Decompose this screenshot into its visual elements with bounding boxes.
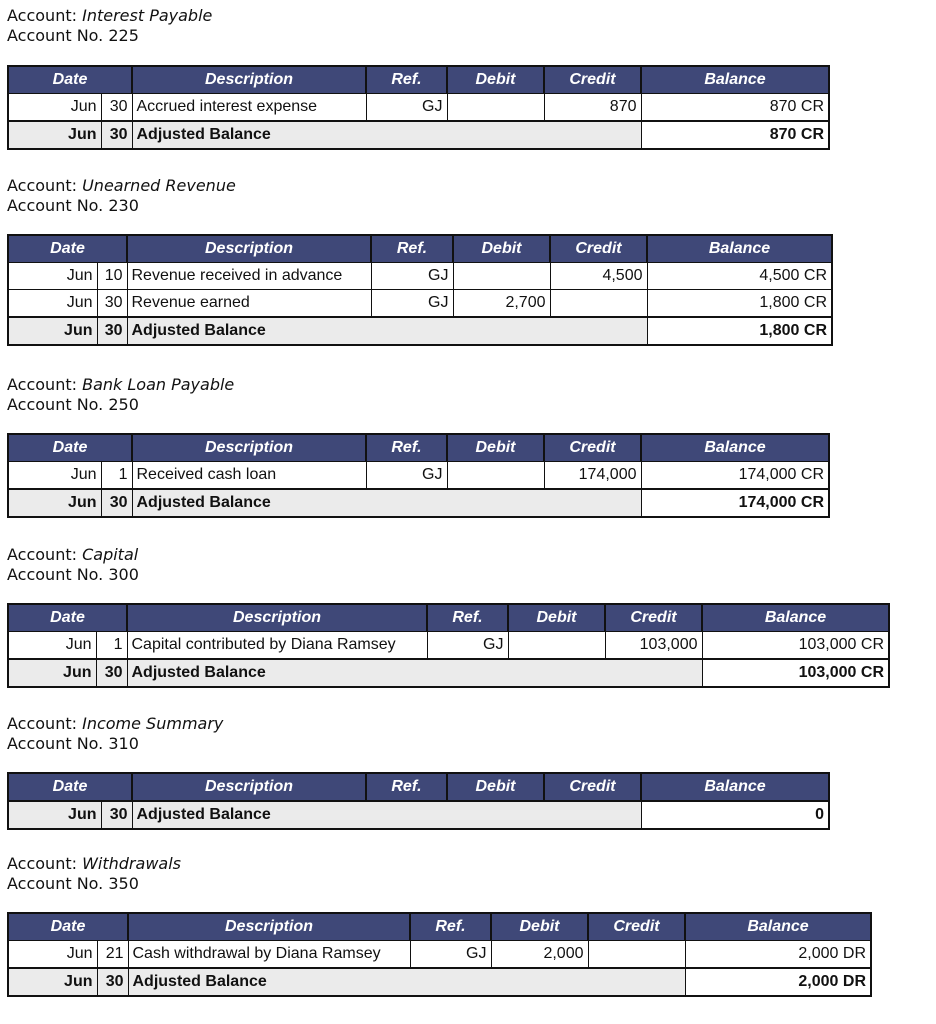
cell-month: Jun bbox=[8, 941, 97, 969]
total-balance: 870 CR bbox=[641, 121, 829, 149]
col-credit: Credit bbox=[544, 434, 641, 462]
total-row bbox=[8, 801, 829, 829]
cell-month: Jun bbox=[8, 462, 101, 490]
total-month: Jun bbox=[8, 121, 101, 149]
account-no-label: Account No. bbox=[7, 395, 104, 414]
cell-day: 1 bbox=[101, 462, 132, 490]
cell-debit bbox=[508, 632, 605, 660]
account-header bbox=[7, 714, 223, 754]
account-number: 225 bbox=[108, 26, 139, 45]
col-debit: Debit bbox=[447, 773, 544, 801]
header-row bbox=[8, 235, 832, 263]
table-row bbox=[8, 462, 829, 490]
total-month: Jun bbox=[8, 317, 97, 345]
cell-balance: 1,800 CR bbox=[647, 290, 832, 318]
total-row bbox=[8, 121, 829, 149]
cell-day: 30 bbox=[101, 94, 132, 122]
cell-credit: 103,000 bbox=[605, 632, 702, 660]
total-label: Adjusted Balance bbox=[132, 489, 641, 517]
total-row bbox=[8, 659, 889, 687]
cell-ref: GJ bbox=[371, 290, 453, 318]
header-row bbox=[8, 913, 871, 941]
account-label: Account: bbox=[7, 714, 77, 733]
total-label: Adjusted Balance bbox=[127, 659, 702, 687]
cell-credit: 4,500 bbox=[550, 263, 647, 290]
ledger-table bbox=[7, 433, 830, 518]
cell-debit bbox=[447, 462, 544, 490]
ledger-table bbox=[7, 603, 890, 688]
col-date: Date bbox=[8, 773, 132, 801]
account-label: Account: bbox=[7, 6, 77, 25]
account-name: Unearned Revenue bbox=[82, 176, 236, 195]
cell-credit: 870 bbox=[544, 94, 641, 122]
cell-month: Jun bbox=[8, 263, 97, 290]
cell-balance: 2,000 DR bbox=[685, 941, 871, 969]
account-name: Income Summary bbox=[82, 714, 224, 733]
account-header bbox=[7, 6, 212, 46]
account-number: 250 bbox=[108, 395, 139, 414]
cell-balance: 103,000 CR bbox=[702, 632, 889, 660]
col-debit: Debit bbox=[453, 235, 550, 263]
table-row bbox=[8, 632, 889, 660]
col-ref: Ref. bbox=[410, 913, 491, 941]
cell-day: 30 bbox=[97, 290, 127, 318]
col-date: Date bbox=[8, 434, 132, 462]
cell-description: Cash withdrawal by Diana Ramsey bbox=[128, 941, 410, 969]
total-month: Jun bbox=[8, 489, 101, 517]
cell-description: Received cash loan bbox=[132, 462, 366, 490]
col-credit: Credit bbox=[588, 913, 685, 941]
cell-balance: 4,500 CR bbox=[647, 263, 832, 290]
account-number: 350 bbox=[108, 874, 139, 893]
header-row bbox=[8, 604, 889, 632]
total-balance: 1,800 CR bbox=[647, 317, 832, 345]
col-description: Description bbox=[128, 913, 410, 941]
total-day: 30 bbox=[101, 121, 132, 149]
cell-ref: GJ bbox=[371, 263, 453, 290]
cell-debit bbox=[447, 94, 544, 122]
col-debit: Debit bbox=[447, 434, 544, 462]
cell-balance: 870 CR bbox=[641, 94, 829, 122]
total-month: Jun bbox=[8, 659, 96, 687]
col-balance: Balance bbox=[641, 66, 829, 94]
total-label: Adjusted Balance bbox=[127, 317, 647, 345]
account-number: 230 bbox=[108, 196, 139, 215]
total-month: Jun bbox=[8, 968, 97, 996]
account-name: Withdrawals bbox=[82, 854, 181, 873]
cell-debit: 2,000 bbox=[491, 941, 588, 969]
total-row bbox=[8, 968, 871, 996]
cell-month: Jun bbox=[8, 632, 96, 660]
account-label: Account: bbox=[7, 854, 77, 873]
ledger-table bbox=[7, 772, 830, 830]
col-credit: Credit bbox=[605, 604, 702, 632]
total-day: 30 bbox=[101, 801, 132, 829]
account-no-label: Account No. bbox=[7, 874, 104, 893]
total-balance: 2,000 DR bbox=[685, 968, 871, 996]
cell-month: Jun bbox=[8, 94, 101, 122]
cell-day: 1 bbox=[96, 632, 127, 660]
account-label: Account: bbox=[7, 176, 77, 195]
col-debit: Debit bbox=[508, 604, 605, 632]
total-label: Adjusted Balance bbox=[128, 968, 685, 996]
cell-credit bbox=[588, 941, 685, 969]
col-credit: Credit bbox=[544, 773, 641, 801]
col-ref: Ref. bbox=[371, 235, 453, 263]
total-day: 30 bbox=[101, 489, 132, 517]
ledger-table bbox=[7, 912, 872, 997]
account-no-label: Account No. bbox=[7, 196, 104, 215]
total-balance: 0 bbox=[641, 801, 829, 829]
cell-credit: 174,000 bbox=[544, 462, 641, 490]
col-description: Description bbox=[132, 773, 366, 801]
cell-description: Capital contributed by Diana Ramsey bbox=[127, 632, 427, 660]
cell-debit bbox=[453, 263, 550, 290]
total-balance: 174,000 CR bbox=[641, 489, 829, 517]
cell-day: 10 bbox=[97, 263, 127, 290]
total-day: 30 bbox=[97, 317, 127, 345]
col-ref: Ref. bbox=[366, 434, 447, 462]
header-row bbox=[8, 66, 829, 94]
col-debit: Debit bbox=[447, 66, 544, 94]
account-no-label: Account No. bbox=[7, 26, 104, 45]
col-credit: Credit bbox=[544, 66, 641, 94]
cell-debit: 2,700 bbox=[453, 290, 550, 318]
cell-description: Accrued interest expense bbox=[132, 94, 366, 122]
total-balance: 103,000 CR bbox=[702, 659, 889, 687]
col-date: Date bbox=[8, 66, 132, 94]
account-no-label: Account No. bbox=[7, 734, 104, 753]
cell-day: 21 bbox=[97, 941, 128, 969]
total-day: 30 bbox=[97, 968, 128, 996]
header-row bbox=[8, 434, 829, 462]
cell-month: Jun bbox=[8, 290, 97, 318]
cell-ref: GJ bbox=[366, 94, 447, 122]
col-ref: Ref. bbox=[366, 773, 447, 801]
col-balance: Balance bbox=[702, 604, 889, 632]
cell-ref: GJ bbox=[410, 941, 491, 969]
account-header bbox=[7, 545, 139, 585]
col-date: Date bbox=[8, 604, 127, 632]
account-label: Account: bbox=[7, 545, 77, 564]
col-date: Date bbox=[8, 913, 128, 941]
account-name: Capital bbox=[82, 545, 139, 564]
account-label: Account: bbox=[7, 375, 77, 394]
account-no-label: Account No. bbox=[7, 565, 104, 584]
total-day: 30 bbox=[96, 659, 127, 687]
cell-description: Revenue received in advance bbox=[127, 263, 371, 290]
total-row bbox=[8, 317, 832, 345]
account-header bbox=[7, 854, 181, 894]
header-row bbox=[8, 773, 829, 801]
col-balance: Balance bbox=[647, 235, 832, 263]
col-credit: Credit bbox=[550, 235, 647, 263]
col-ref: Ref. bbox=[427, 604, 508, 632]
col-balance: Balance bbox=[685, 913, 871, 941]
ledger-table bbox=[7, 65, 830, 150]
account-header bbox=[7, 375, 234, 415]
cell-description: Revenue earned bbox=[127, 290, 371, 318]
cell-ref: GJ bbox=[366, 462, 447, 490]
table-row bbox=[8, 290, 832, 318]
table-row bbox=[8, 941, 871, 969]
total-label: Adjusted Balance bbox=[132, 801, 641, 829]
cell-ref: GJ bbox=[427, 632, 508, 660]
col-debit: Debit bbox=[491, 913, 588, 941]
col-description: Description bbox=[127, 604, 427, 632]
total-label: Adjusted Balance bbox=[132, 121, 641, 149]
col-description: Description bbox=[127, 235, 371, 263]
col-date: Date bbox=[8, 235, 127, 263]
total-row bbox=[8, 489, 829, 517]
table-row bbox=[8, 94, 829, 122]
col-description: Description bbox=[132, 434, 366, 462]
table-row bbox=[8, 263, 832, 290]
col-ref: Ref. bbox=[366, 66, 447, 94]
cell-balance: 174,000 CR bbox=[641, 462, 829, 490]
col-balance: Balance bbox=[641, 773, 829, 801]
account-number: 310 bbox=[108, 734, 139, 753]
col-description: Description bbox=[132, 66, 366, 94]
cell-credit bbox=[550, 290, 647, 318]
total-month: Jun bbox=[8, 801, 101, 829]
account-name: Interest Payable bbox=[82, 6, 213, 25]
account-header bbox=[7, 176, 236, 216]
account-name: Bank Loan Payable bbox=[82, 375, 235, 394]
col-balance: Balance bbox=[641, 434, 829, 462]
account-number: 300 bbox=[108, 565, 139, 584]
ledger-table bbox=[7, 234, 833, 346]
